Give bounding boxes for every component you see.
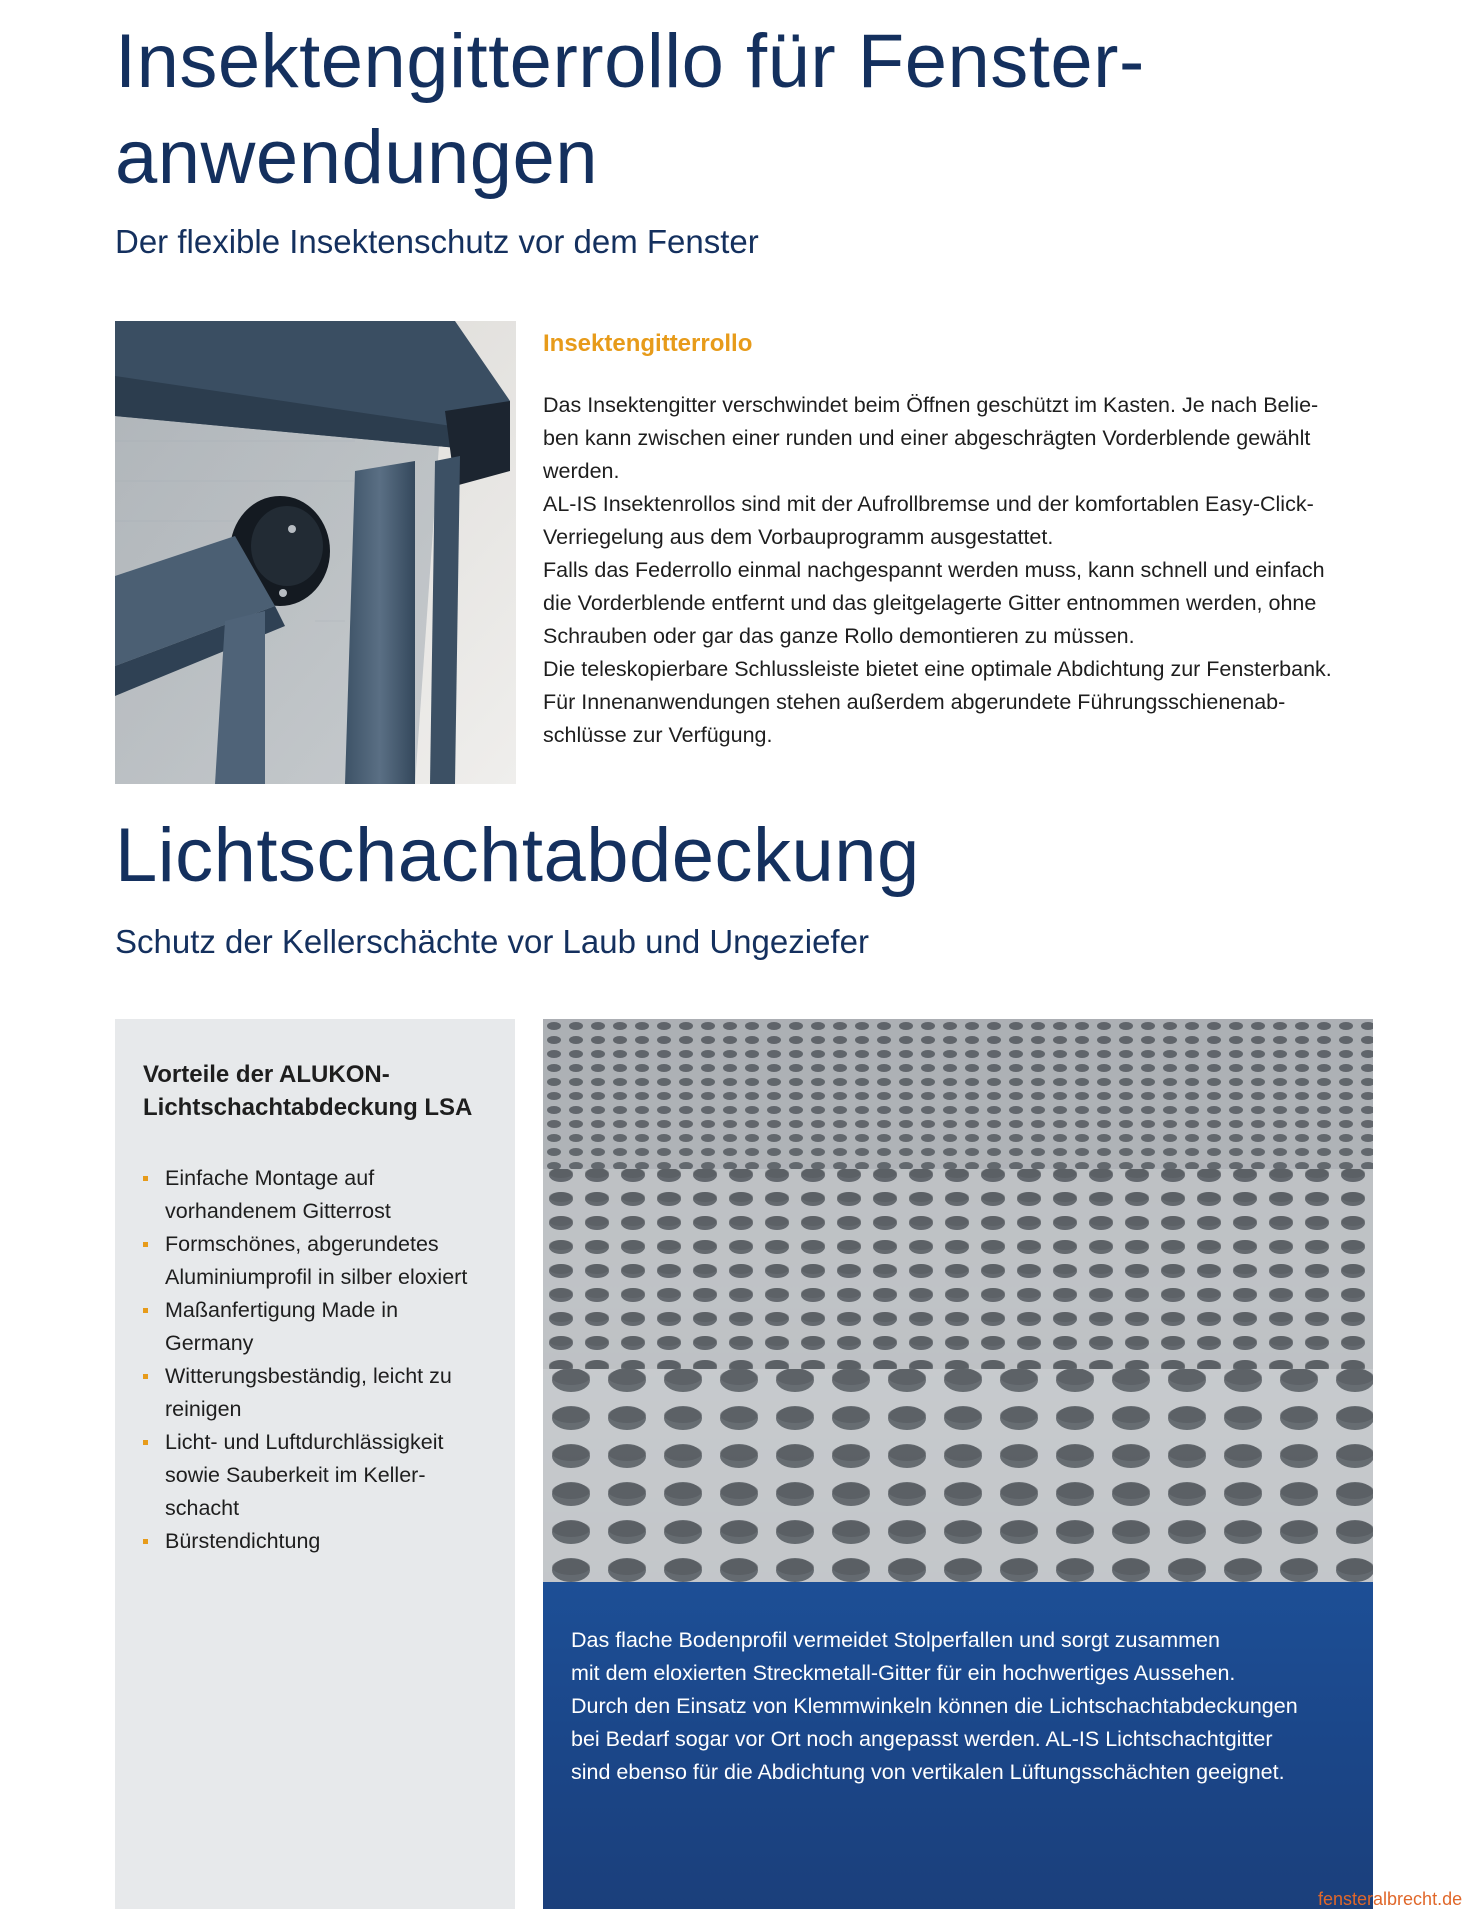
page-title-line2: anwendungen <box>115 115 599 200</box>
insect-text-line: AL-IS Insektenrollos sind mit der Aufrollbremse und der komfortablen Easy-Click- <box>543 492 1314 516</box>
feature-text: Germany <box>165 1331 254 1355</box>
insect-text-line: Für Innenanwendungen stehen außerdem abgerundete Führungsschienenab- <box>543 690 1286 714</box>
feature-text: Aluminiumprofil in silber eloxiert <box>165 1265 468 1289</box>
insect-screen-photo <box>115 321 516 784</box>
feature-text: reinigen <box>165 1397 242 1421</box>
advantages-list <box>143 1162 513 1558</box>
feature-text: Maßanfertigung Made in <box>165 1298 399 1322</box>
info-box-text <box>571 1624 1361 1789</box>
insect-text-line: Das Insektengitter verschwindet beim Öffnen geschützt im Kasten. Je nach Belie- <box>543 393 1319 417</box>
section-subtitle: Schutz der Kellerschächte vor Laub und Ungeziefer <box>115 923 869 960</box>
mesh-grate-photo <box>543 1019 1373 1582</box>
panel-title-line1: Vorteile der ALUKON- <box>143 1061 390 1088</box>
page-title <box>115 14 1145 206</box>
insect-text-line: Die teleskopierbare Schlussleiste bietet eine optimale Abdichtung zur Fensterbank. <box>543 657 1332 681</box>
section-title: Lichtschachtabdeckung <box>115 813 920 898</box>
watermark: fensteralbrecht.de <box>1318 1889 1463 1909</box>
feature-text: Einfache Montage auf <box>165 1166 375 1190</box>
feature-text: Bürstendichtung <box>165 1529 321 1553</box>
page-subtitle: Der flexible Insektenschutz vor dem Fenster <box>115 223 759 260</box>
list-item <box>143 1525 513 1558</box>
page-title-line1: Insektengitterrollo für Fenster- <box>115 19 1145 104</box>
info-text-line: sind ebenso für die Abdichtung von vertikalen Lüftungsschächten geeignet. <box>571 1760 1285 1784</box>
insect-section <box>543 327 1373 752</box>
list-item <box>143 1228 513 1294</box>
bullet-square-icon <box>143 1440 148 1445</box>
list-item <box>143 1294 513 1360</box>
feature-text: Witterungsbeständig, leicht zu <box>165 1364 452 1388</box>
info-text-line: Das flache Bodenprofil vermeidet Stolperfallen und sorgt zusammen <box>571 1628 1220 1652</box>
bullet-square-icon <box>143 1176 148 1181</box>
insect-text-line: schlüsse zur Verfügung. <box>543 723 773 747</box>
info-text-line: bei Bedarf sogar vor Ort noch angepasst werden. AL-IS Lichtschachtgitter <box>571 1727 1273 1751</box>
insect-text-line: werden. <box>543 459 620 483</box>
panel-title-line2: Lichtschachtabdeckung LSA <box>143 1094 473 1121</box>
insect-text-line: ben kann zwischen einer runden und einer abgeschrägten Vorderblende gewählt <box>543 426 1311 450</box>
list-item <box>143 1162 513 1228</box>
feature-text: Licht- und Luftdurchlässigkeit <box>165 1430 444 1454</box>
insect-text-line: Verriegelung aus dem Vorbauprogramm ausgestattet. <box>543 525 1054 549</box>
bullet-square-icon <box>143 1374 148 1379</box>
info-text-line: Durch den Einsatz von Klemmwinkeln können die Lichtschachtabdeckungen <box>571 1694 1298 1718</box>
feature-text: Formschönes, abgerundetes <box>165 1232 439 1256</box>
insect-section-heading: Insektengitterrollo <box>543 330 753 357</box>
bullet-square-icon <box>143 1308 148 1313</box>
list-item <box>143 1360 513 1426</box>
list-item <box>143 1426 513 1525</box>
feature-text: vorhandenem Gitterrost <box>165 1199 391 1223</box>
feature-text: sowie Sauberkeit im Keller- <box>165 1463 426 1487</box>
advantages-panel-title <box>143 1058 503 1124</box>
bullet-square-icon <box>143 1242 148 1247</box>
info-text-line: mit dem eloxierten Streckmetall-Gitter für ein hochwertiges Aussehen. <box>571 1661 1236 1685</box>
bullet-square-icon <box>143 1539 148 1544</box>
feature-text: schacht <box>165 1496 240 1520</box>
insect-text-line: Falls das Federrollo einmal nachgespannt werden muss, kann schnell und einfach <box>543 558 1325 582</box>
insect-text-line: Schrauben oder gar das ganze Rollo demontieren zu müssen. <box>543 624 1135 648</box>
insect-text-line: die Vorderblende entfernt und das gleitgelagerte Gitter entnommen werden, ohne <box>543 591 1317 615</box>
